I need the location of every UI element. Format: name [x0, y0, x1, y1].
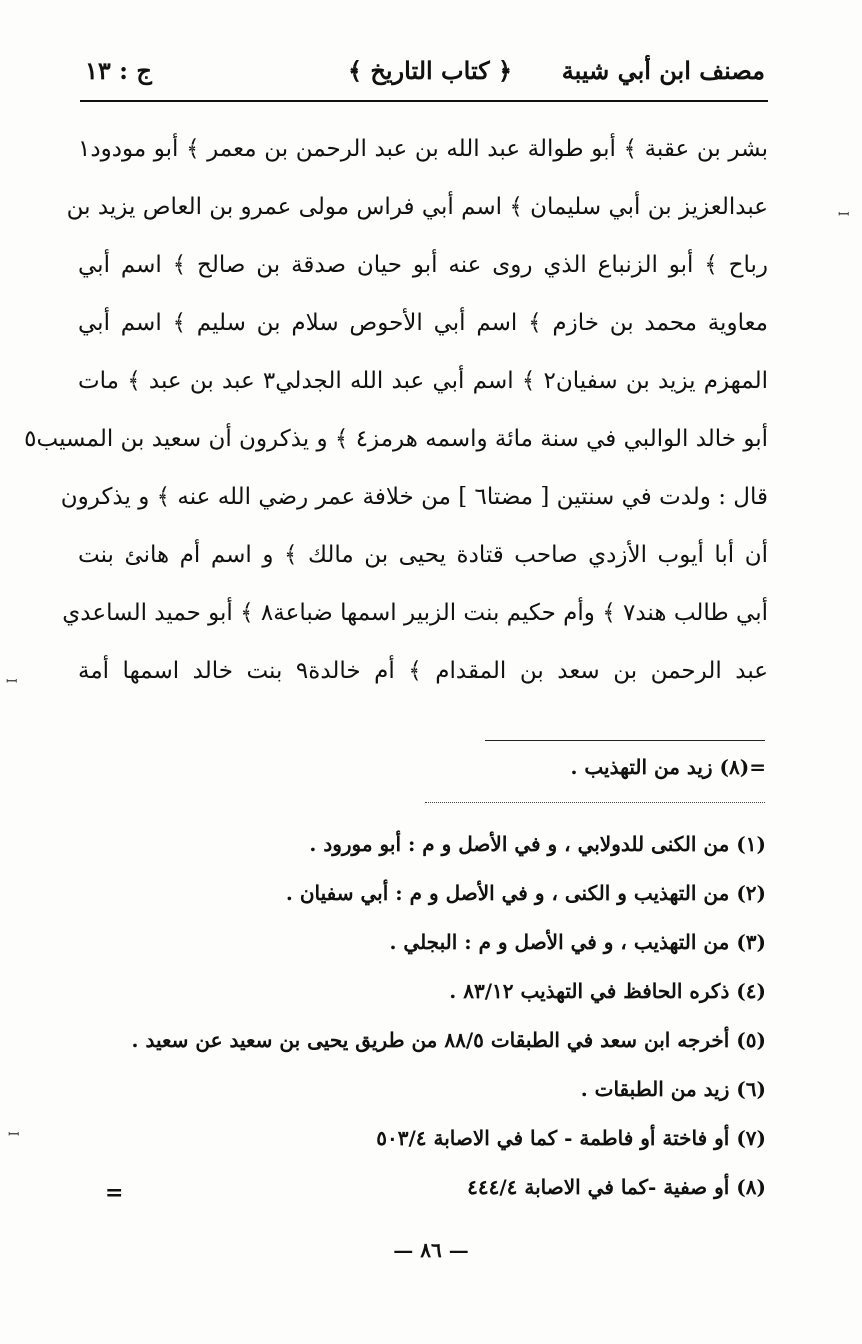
- main-text: [24, 120, 768, 700]
- book-title: مصنف ابن أبي شيبة: [561, 56, 765, 85]
- footnote: (٨) أو صفية -كما في الاصابة ٤٤٤/٤: [467, 1175, 766, 1199]
- text-line: أن أبا أيوب الأزدي صاحب قتادة يحيى بن مالك ﴾ و اسم أم هانئ بنت: [78, 542, 768, 568]
- text-line: عبدالعزيز بن أبي سليمان ﴾ اسم أبي فراس مولى عمرو بن العاص يزيد بن: [66, 194, 768, 220]
- text-line: المهزم يزيد بن سفيان٢ ﴾ اسم أبي عبد الله الجدلي٣ عبد بن عبد ﴾ مات: [78, 368, 768, 394]
- footnote: (٥) أخرجه ابن سعد في الطبقات ٨٨/٥ من طريق يحيى بن سعيد عن سعيد .: [131, 1028, 766, 1052]
- text-line: رباح ﴾ أبو الزنباع الذي روى عنه أبو حيان صدقة بن صالح ﴾ اسم أبي: [78, 252, 768, 278]
- text-line: عبد الرحمن بن سعد بن المقدام ﴾ أم خالدة٩ بنت خالد اسمها أمة: [78, 658, 768, 684]
- footnote: (١) من الكنى للدولابي ، و في الأصل و م : أبو مورود .: [309, 832, 766, 856]
- volume-number: ج : ١٣: [85, 56, 152, 85]
- margin-mark: ꟷ: [838, 207, 850, 223]
- footnote: (٦) زيد من الطبقات .: [580, 1077, 766, 1101]
- page-header: [85, 50, 765, 94]
- footnote: (٧) أو فاختة أو فاطمة - كما في الاصابة ٥٠٣/٤: [376, 1126, 766, 1150]
- footnote-dotted-rule: [425, 802, 765, 803]
- footnote: (٣) من التهذيب ، و في الأصل و م : البجلي .: [389, 930, 766, 954]
- margin-mark: ꟷ: [6, 674, 18, 690]
- footnote-separator: [485, 740, 765, 741]
- text-line: أبي طالب هند٧ ﴾ وأم حكيم بنت الزبير اسمها ضباعة٨ ﴾ أبو حميد الساعدي: [62, 600, 768, 626]
- text-line: بشر بن عقبة ﴾ أبو طوالة عبد الله بن عبد الرحمن بن معمر ﴾ أبو مودود١: [78, 136, 768, 162]
- footnote: (٤) ذكره الحافظ في التهذيب ٨٣/١٢ .: [449, 979, 766, 1003]
- footnotes: [86, 820, 766, 1212]
- margin-mark: ꟷ: [8, 1127, 20, 1143]
- text-line: قال : ولدت في سنتين [ مضتا٦ ] من خلافة عمر رضي الله عنه ﴾ و يذكرون: [60, 484, 768, 510]
- footnote: (٢) من التهذيب و الكنى ، و في الأصل و م : أبي سفيان .: [285, 881, 766, 905]
- footnote-continuation: =(٨) زيد من التهذيب .: [570, 755, 766, 779]
- chapter-title: ﴿ كتاب التاريخ ﴾: [347, 56, 513, 85]
- page-number: — ٨٦ —: [393, 1238, 469, 1262]
- header-rule: [80, 100, 768, 102]
- text-line: أبو خالد الوالبي في سنة مائة واسمه هرمز٤ ﴾ و يذكرون أن سعيد بن المسيب٥: [24, 426, 768, 452]
- text-line: معاوية محمد بن خازم ﴾ اسم أبي الأحوص سلام بن سليم ﴾ اسم أبي: [78, 310, 768, 336]
- continuation-mark: =: [105, 1180, 124, 1206]
